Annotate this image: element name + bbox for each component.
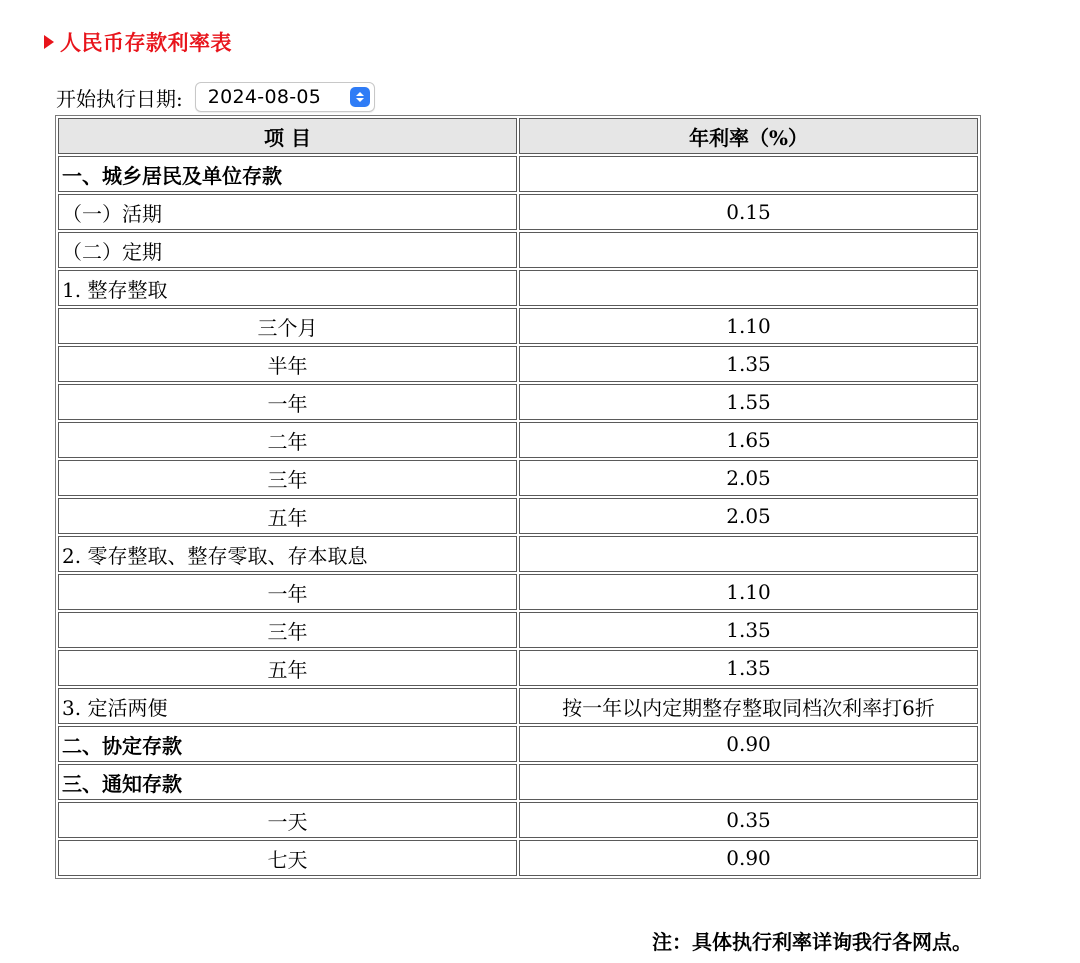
triangle-bullet-icon	[44, 35, 54, 49]
row-item-cell: 五年	[58, 650, 517, 686]
table-row	[58, 156, 978, 192]
row-rate-cell: 1.10	[519, 574, 978, 610]
row-rate-cell: 2.05	[519, 498, 978, 534]
row-rate-cell	[519, 764, 978, 800]
table-row	[58, 612, 978, 648]
row-item-cell: 3. 定活两便	[58, 688, 517, 724]
row-item-cell: 五年	[58, 498, 517, 534]
row-rate-cell	[519, 536, 978, 572]
date-filter	[56, 82, 375, 112]
table-row	[58, 308, 978, 344]
row-item-cell: 一年	[58, 574, 517, 610]
table-row	[58, 650, 978, 686]
table-row	[58, 574, 978, 610]
page-title-text: 人民币存款利率表	[60, 30, 232, 55]
row-item-cell: 一天	[58, 802, 517, 838]
row-rate-cell	[519, 232, 978, 268]
page-title	[44, 28, 232, 56]
row-rate-cell: 0.90	[519, 726, 978, 762]
row-rate-cell	[519, 270, 978, 306]
row-item-cell: 三年	[58, 612, 517, 648]
table-row	[58, 270, 978, 306]
row-item-cell: 七天	[58, 840, 517, 876]
row-item-cell: 二、协定存款	[58, 726, 517, 762]
footnote: 注：具体执行利率详询我行各网点。	[652, 930, 972, 954]
table-row	[58, 498, 978, 534]
date-filter-label: 开始执行日期:	[56, 86, 183, 111]
table-row	[58, 688, 978, 724]
row-rate-cell: 2.05	[519, 460, 978, 496]
row-rate-cell: 按一年以内定期整存整取同档次利率打6折	[519, 688, 978, 724]
date-select-value: 2024-08-05	[207, 86, 322, 108]
row-rate-cell: 1.10	[519, 308, 978, 344]
header-item: 项 目	[58, 118, 517, 154]
rate-table	[55, 115, 981, 879]
table-row	[58, 726, 978, 762]
row-item-cell: 1. 整存整取	[58, 270, 517, 306]
header-rate: 年利率（%）	[519, 118, 978, 154]
table-row	[58, 764, 978, 800]
row-rate-cell: 1.35	[519, 612, 978, 648]
row-item-cell: 半年	[58, 346, 517, 382]
row-item-cell: （二）定期	[58, 232, 517, 268]
table-row	[58, 194, 978, 230]
row-item-cell: 一年	[58, 384, 517, 420]
table-row	[58, 346, 978, 382]
row-item-cell: （一）活期	[58, 194, 517, 230]
row-item-cell: 二年	[58, 422, 517, 458]
select-arrows-icon	[350, 87, 370, 107]
table-row	[58, 460, 978, 496]
row-rate-cell: 1.65	[519, 422, 978, 458]
row-rate-cell: 1.35	[519, 346, 978, 382]
table-row	[58, 232, 978, 268]
date-select[interactable]	[195, 82, 375, 112]
table-row	[58, 384, 978, 420]
row-item-cell: 三年	[58, 460, 517, 496]
row-rate-cell: 1.35	[519, 650, 978, 686]
row-rate-cell: 0.35	[519, 802, 978, 838]
row-item-cell: 2. 零存整取、整存零取、存本取息	[58, 536, 517, 572]
row-item-cell: 一、城乡居民及单位存款	[58, 156, 517, 192]
table-row	[58, 840, 978, 876]
table-row	[58, 536, 978, 572]
row-rate-cell: 0.15	[519, 194, 978, 230]
table-row	[58, 802, 978, 838]
row-rate-cell: 1.55	[519, 384, 978, 420]
row-rate-cell	[519, 156, 978, 192]
table-header-row	[58, 118, 978, 154]
rate-table-body	[58, 156, 978, 876]
table-row	[58, 422, 978, 458]
row-rate-cell: 0.90	[519, 840, 978, 876]
row-item-cell: 三、通知存款	[58, 764, 517, 800]
row-item-cell: 三个月	[58, 308, 517, 344]
